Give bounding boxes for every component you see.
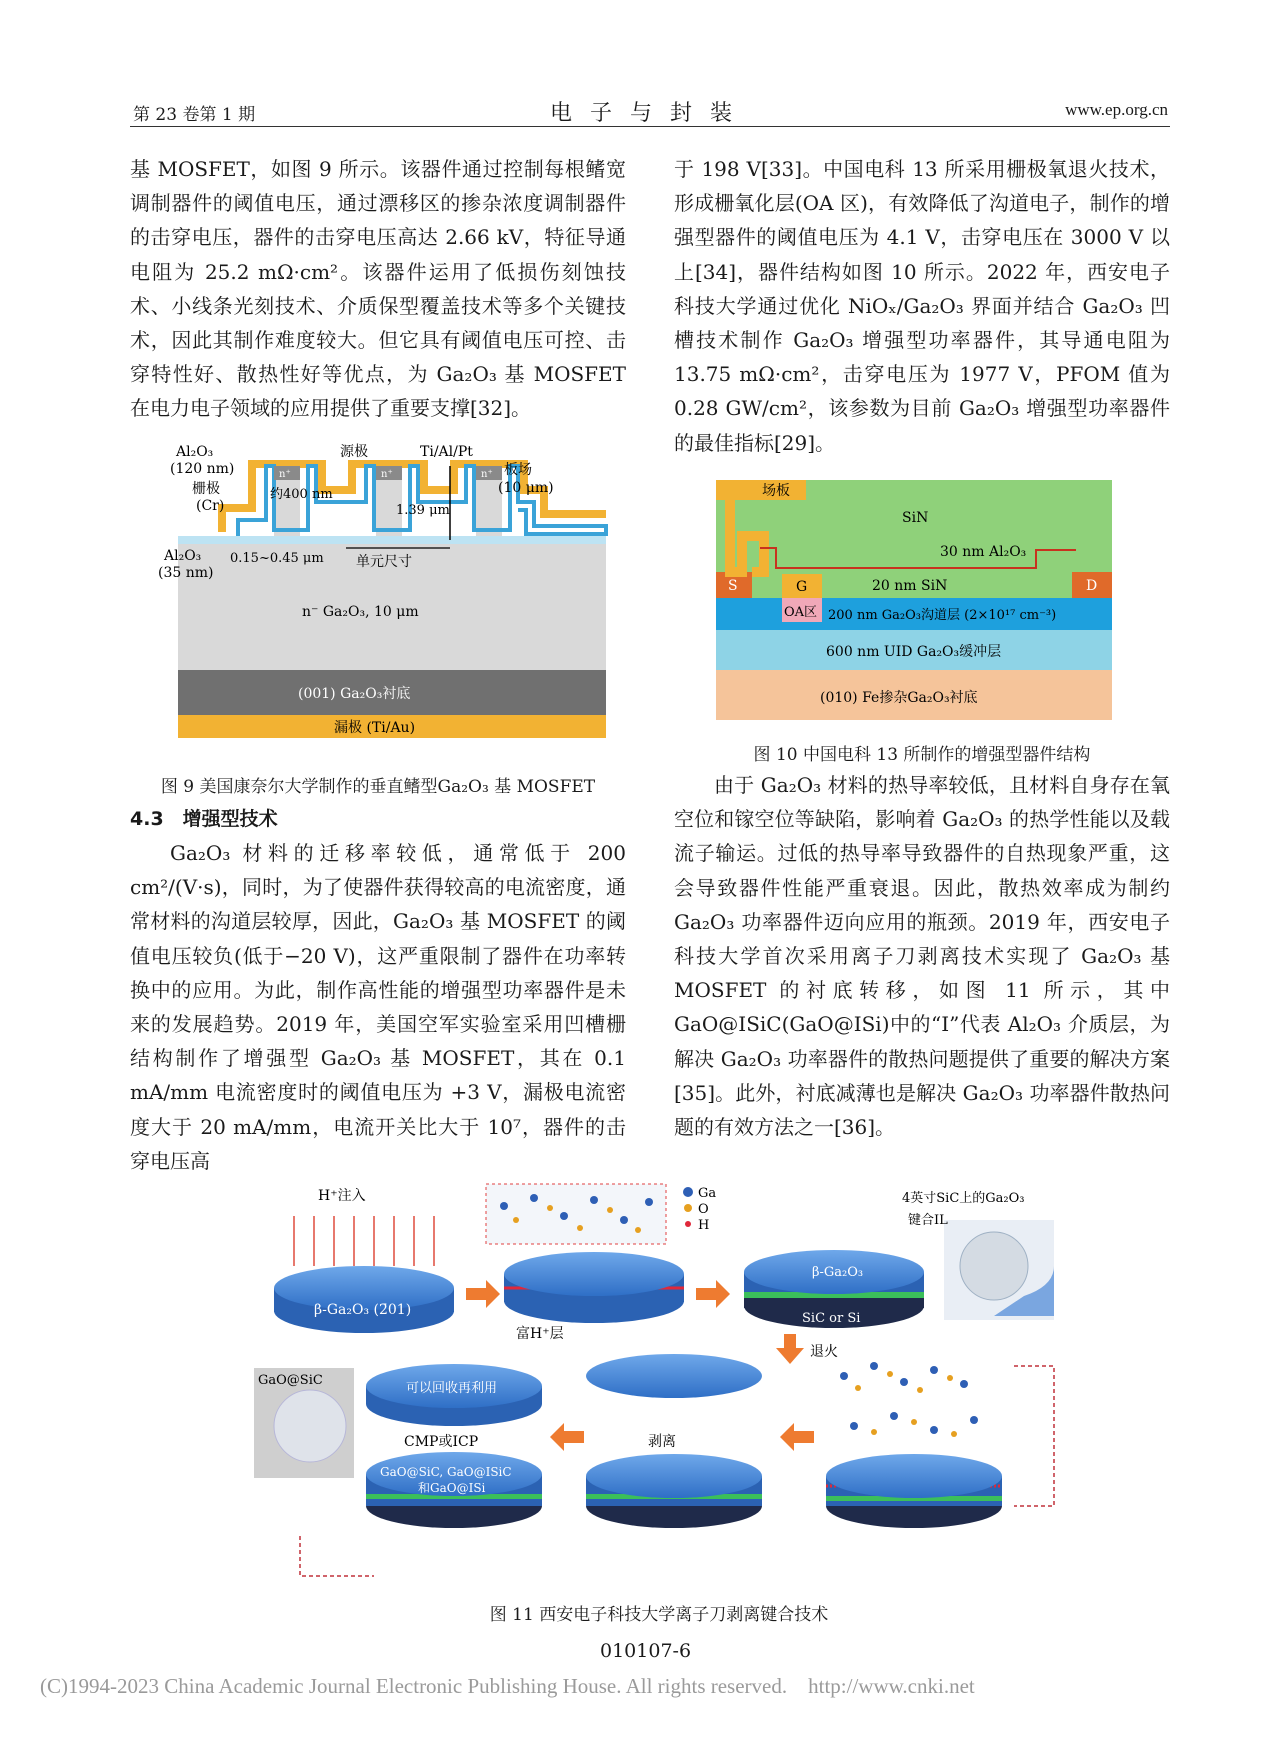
gao-sic-photo-label: GaO@SiC	[258, 1373, 323, 1388]
reuse-label: 可以回收再利用	[406, 1381, 498, 1396]
al2o3-bottom-label: Al₂O₃	[164, 548, 202, 564]
al2o3-top-thickness: (120 nm)	[170, 461, 235, 477]
drift-layer-label: n⁻ Ga₂O₃, 10 μm	[302, 604, 419, 620]
header-url: www.ep.org.cn	[1065, 100, 1168, 119]
h-implant-label: H⁺注入	[318, 1188, 366, 1204]
figure-11-caption: 图 11 西安电子科技大学离子刀剥离键合技术	[489, 1605, 829, 1625]
journal-title: 电子与封装	[550, 101, 751, 126]
al2o3-label: 30 nm Al₂O₃	[940, 544, 1027, 560]
page-number: 010107-6	[600, 1640, 692, 1662]
wafer-bonded-label: β-Ga₂O₃	[812, 1265, 864, 1280]
fin-height-label: 约400 nm	[270, 487, 333, 502]
exfoliate-label: 剥离	[648, 1434, 676, 1450]
al2o3-top-label: Al₂O₃	[176, 444, 214, 460]
field-plate-thickness: (10 μm)	[498, 480, 554, 496]
legend-o: O	[698, 1202, 709, 1217]
field-plate-label: 板场	[504, 462, 532, 478]
drain-label: D	[1086, 578, 1098, 594]
sin-label: SiN	[902, 510, 929, 526]
section-heading-4-3: 4.3 增强型技术	[130, 808, 278, 830]
legend-ga: Ga	[698, 1186, 717, 1201]
wafer-exfoliated-bottom	[586, 1454, 762, 1528]
bond-il-label: 键合IL	[908, 1213, 948, 1228]
sic-si-label: SiC or Si	[802, 1311, 861, 1326]
n-plus-label-3: n⁺	[481, 469, 493, 480]
source-label: 源极	[340, 444, 368, 460]
cell-size-label: 单元尺寸	[356, 554, 412, 570]
channel-label: 200 nm Ga₂O₃沟道层 (2×10¹⁷ cm⁻³)	[828, 608, 1057, 623]
photo-label: 4英寸SiC上的Ga₂O₃	[902, 1191, 1025, 1206]
gate-label: G	[796, 579, 808, 595]
source-label: S	[728, 578, 738, 594]
fin-width-label: 0.15~0.45 μm	[230, 551, 324, 566]
gate-material: (Cr)	[196, 498, 225, 514]
figure-9-caption: 图 9 美国康奈尔大学制作的垂直鳍型Ga₂O₃ 基 MOSFET	[160, 777, 596, 797]
left-paragraph-1: 基 MOSFET，如图 9 所示。该器件通过控制每根鳍宽调制器件的阈值电压，通过漂移区的掺杂浓度调制器件的击穿电压，器件的击穿电压高达 2.66 kV，特征导通电阻为 25.2 mΩ·cm²。该器件运用了低损伤刻蚀技术、小线条光刻技术、介质保型覆盖技术等多个关键技术，因此其制作难度较大。但它具有阈值电压可控、击穿特性好、散热性好等优点，为 Ga₂O₃ 基 MOSFET 在电力电子领域的应用提供了重要支撑[32]。	[130, 157, 626, 421]
figure-10-caption: 图 10 中国电科 13 所制作的增强型器件结构	[753, 745, 1091, 765]
header-rule	[130, 126, 1170, 127]
substrate-label: (001) Ga₂O₃衬底	[298, 686, 411, 702]
right-column-top	[674, 152, 1170, 460]
figure-10-device-structure	[716, 480, 1112, 720]
crystal-lattice	[486, 1184, 666, 1244]
wafer-annealed	[826, 1454, 1002, 1528]
copyright-line: (C)1994-2023 China Academic Journal Electronic Publishing House. All rights reserved. http://www.cnki.net	[40, 1674, 975, 1698]
right-paragraph-1: 于 198 V[33]。中国电科 13 所采用栅极氧退火技术，形成栅氧化层(OA 区)，有效降低了沟道电子，制作的增强型器件的阈值电压为 4.1 V，击穿电压在 3000 V 以上[34]，器件结构如图 10 所示。2022 年，西安电子科技大学通过优化 NiOₓ/Ga₂O₃ 界面并结合 Ga₂O₃ 凹槽技术制作 Ga₂O₃ 增强型功率器件，其导通电阻为 13.75 mΩ·cm²，击穿电压为 1977 V，PFOM 值为 0.28 GW/cm²，该参数为目前 Ga₂O₃ 增强型功率器件的最佳指标[29]。	[674, 157, 1170, 455]
h-rich-layer-label: 富H⁺层	[516, 1326, 564, 1342]
wafer-label-1: β-Ga₂O₃ (2̄01)	[314, 1302, 412, 1318]
sin20-label: 20 nm SiN	[872, 578, 948, 594]
right-paragraph-2: 由于 Ga₂O₃ 材料的热导率较低，且材料自身存在氧空位和镓空位等缺陷，影响着 Ga₂O₃ 的热学性能以及载流子输运。过低的热导率导致器件的自热现象严重，这会导致器件性能严重衰退。因此，散热效率成为制约 Ga₂O₃ 功率器件迈向应用的瓶颈。2019 年，西安电子科技大学首次采用离子刀剥离技术实现了 Ga₂O₃ 基 MOSFET 的衬底转移，如图 11 所示，其中 GaO@ISiC(GaO@ISi)中的“I”代表 Al₂O₃ 介质层，为解决 Ga₂O₃ 功率器件的散热问题提供了重要的解决方案[35]。此外，衬底减薄也是解决 Ga₂O₃ 功率器件散热问题的有效方法之一[36]。	[674, 773, 1170, 1140]
field-plate-label: 场板	[762, 483, 790, 499]
n-plus-label-2: n⁺	[381, 469, 393, 480]
products-label-1: GaO@SiC, GaO@ISiC	[380, 1465, 512, 1479]
lattice-split	[840, 1362, 978, 1437]
figure-9-mosfet-diagram	[158, 440, 606, 740]
anneal-label: 退火	[810, 1344, 838, 1360]
gate-label: 栅极	[192, 481, 220, 497]
right-column-bottom	[674, 768, 1170, 1144]
figure-11-ion-cut-process	[254, 1176, 1064, 1596]
drain-label: 漏极 (Ti/Au)	[334, 720, 416, 736]
substrate-label: (010) Fe掺杂Ga₂O₃衬底	[820, 690, 978, 706]
oa-label: OA区	[784, 605, 818, 620]
wafer-h-rich	[504, 1252, 684, 1323]
header-volume: 第 23 卷第 1 期	[133, 105, 256, 125]
left-paragraph-2: Ga₂O₃ 材料的迁移率较低，通常低于 200 cm²/(V·s)，同时，为了使器件获得较高的电流密度，通常材料的沟道层较厚，因此，Ga₂O₃ 基 MOSFET 的阈值电压较负(低于−20 V)，这严重限制了器件在功率转换中的应用。为此，制作高性能的增强型功率器件是未来的发展趋势。2019 年，美国空军实验室采用凹槽栅结构制作了增强型 Ga₂O₃ 基 MOSFET，其在 0.1 mA/mm 电流密度时的阈值电压为 +3 V，漏极电流密度大于 20 mA/mm，电流开关比大于 10⁷，器件的击穿电压高	[130, 841, 626, 1173]
products-label-2: 和GaO@ISi	[418, 1481, 486, 1495]
wafer-exfoliated-top	[586, 1354, 762, 1398]
legend-h: H	[698, 1218, 710, 1233]
fin-depth-label: 1.39 μm	[396, 503, 450, 518]
buffer-label: 600 nm UID Ga₂O₃缓冲层	[826, 644, 1002, 660]
n-plus-label-1: n⁺	[279, 469, 291, 480]
metal-stack-label: Ti/Al/Pt	[420, 444, 473, 460]
left-column-bottom	[130, 836, 626, 1178]
left-column-top	[130, 152, 626, 426]
cmp-label: CMP或ICP	[404, 1434, 479, 1450]
al2o3-bottom-thickness: (35 nm)	[158, 565, 214, 581]
